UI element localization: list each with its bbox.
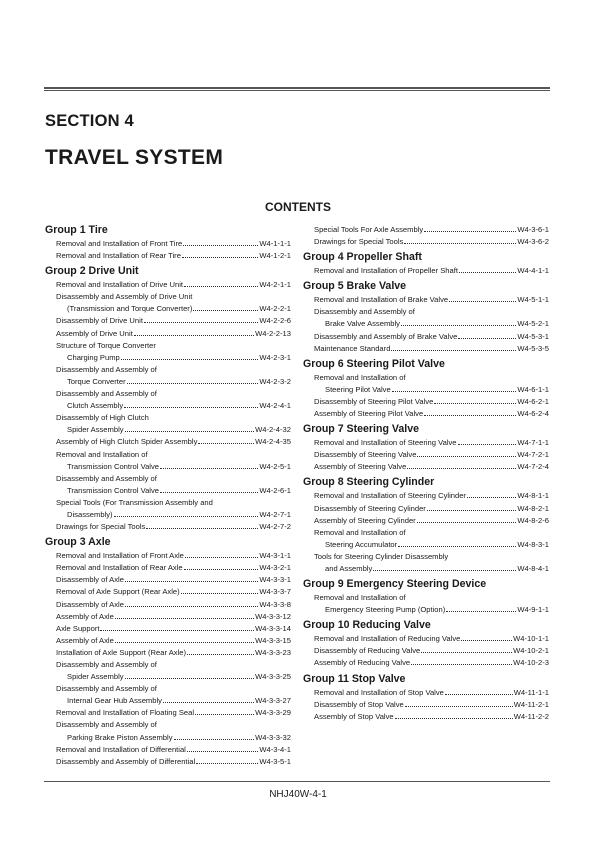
toc-entry[interactable] [45,485,291,497]
toc-entry-line: Disassembly of High Clutch [56,413,149,423]
toc-group-heading: Group 9 Emergency Steering Device [303,578,487,591]
toc-page-number: W4-7-2-1 [517,450,549,460]
toc-entry-title: Removal and Installation of Rear Tire [56,251,181,261]
toc-entry[interactable] [45,315,291,327]
toc-page-number: W4-2-3-1 [259,352,291,362]
dot-leader [434,403,516,404]
toc-entry[interactable] [303,645,549,657]
dot-leader [125,678,255,679]
header-rule [44,87,550,91]
toc-page-number: W4-2-2-13 [255,328,291,338]
toc-entry[interactable] [303,515,549,527]
toc-entry[interactable] [45,562,291,574]
toc-group-heading: Group 6 Steering Pilot Valve [303,357,445,370]
toc-page-number: W4-11-1-1 [513,687,549,697]
toc-page-number: W4-1-1-1 [259,239,291,248]
dot-leader [395,718,513,719]
toc-entry-title: Transmission Control Valve [67,485,159,495]
toc-page-number: W4-8-4-1 [517,563,549,573]
toc-entry-title: Installation of Axle Support (Rear Axle) [56,647,187,657]
toc-entry-title: Disassembly of Steering Cylinder [314,503,426,513]
toc-page-number: W4-3-5-1 [259,756,291,766]
toc-entry[interactable] [45,424,291,436]
toc-entry[interactable] [45,521,291,533]
dot-leader [100,630,254,631]
toc-page-number: W4-8-3-1 [517,539,549,549]
toc-page-number: W4-5-3-5 [517,343,549,353]
toc-entry[interactable] [45,400,291,412]
dot-leader [184,286,258,287]
toc-entry[interactable] [303,224,549,236]
toc-page-number: W4-8-1-1 [517,491,549,501]
dot-leader [427,510,517,511]
dot-leader [121,359,259,360]
toc-entry[interactable] [45,707,291,719]
toc-entry-title: Removal and Installation of Front Tire [56,239,183,248]
toc-entry[interactable] [303,396,549,408]
toc-page-number: W4-3-4-1 [259,744,291,754]
toc-page-number: W4-3-3-23 [255,647,291,657]
toc-entry[interactable] [45,238,291,250]
toc-entry-line: Structure of Torque Converter [56,340,156,350]
toc-page-number: W4-4-1-1 [517,266,549,276]
toc-entry[interactable] [45,635,291,647]
toc-entry[interactable] [303,265,549,277]
toc-entry-title: Removal and Installation of Steering Cylinder [314,491,466,501]
toc-page-number: W4-3-6-2 [517,237,549,247]
contents-heading: CONTENTS [265,200,331,214]
dot-leader [424,415,516,416]
toc-entry-title: Maintenance Standard [314,343,391,353]
toc-entry-line: Disassembly and Assembly of [56,684,157,694]
toc-entry-line: Disassembly and Assembly of [56,660,157,669]
toc-left-column [45,224,291,768]
dot-leader [196,763,258,764]
toc-entry-title: Removal and Installation of Drive Unit [56,280,184,290]
toc-group-heading: Group 8 Steering Cylinder [303,476,435,489]
toc-entry-title: Disassembly of Axle [56,599,124,609]
dot-leader [404,243,516,244]
toc-page-number: W4-2-6-1 [259,485,291,495]
toc-entry[interactable] [303,563,549,575]
dot-leader [174,739,255,740]
toc-page-number: W4-10-2-1 [513,646,549,656]
dot-leader [163,702,254,703]
toc-entry[interactable] [45,695,291,707]
toc-entry-title: Drawings for Special Tools [314,237,404,247]
toc-entry-line: Disassembly and Assembly of Drive Unit [56,292,193,302]
toc-entry-title: Disassembly and Assembly of Brake Valve [314,331,458,341]
toc-page-number: W4-10-2-3 [513,658,549,668]
toc-page-number: W4-5-2-1 [517,319,549,329]
toc-page-number: W4-9-1-1 [517,605,549,615]
toc-page-number: W4-2-4-1 [259,401,291,411]
toc-group-heading: Group 3 Axle [45,536,111,549]
dot-leader [424,231,516,232]
dot-leader [411,664,512,665]
toc-entry[interactable] [303,490,549,502]
toc-page-number: W4-6-2-4 [517,409,549,419]
toc-entry[interactable] [303,657,549,669]
toc-page-number: W4-3-1-1 [259,551,291,561]
toc-entry-title: Spider Assembly [67,425,124,435]
toc-page-number: W4-8-2-1 [517,503,549,513]
toc-page-number: W4-3-3-1 [259,575,291,585]
toc-entry-line: Disassembly and Assembly of [56,720,157,730]
dot-leader [146,528,258,529]
toc-entry[interactable] [45,611,291,623]
dot-leader [182,257,258,258]
toc-page-number: W4-2-1-1 [259,280,291,290]
toc-page-number: W4-3-3-32 [255,732,291,742]
toc-page-number: W4-2-2-1 [259,304,291,314]
dot-leader [114,516,259,517]
toc-entry-title: Internal Gear Hub Assembly [67,696,162,706]
toc-right-column [303,224,549,723]
toc-entry-title: Disassembly of Steering Valve [314,450,417,460]
toc-page-number: W4-6-1-1 [517,384,549,394]
dot-leader [160,468,258,469]
toc-page-number: W4-2-5-1 [259,461,291,471]
toc-entry-title: Disassembly of Drive Unit [56,316,143,326]
toc-entry[interactable] [303,408,549,420]
toc-entry-title: Assembly of Steering Cylinder [314,515,416,525]
dot-leader [459,272,516,273]
toc-entry-title: Special Tools For Axle Assembly [314,225,424,234]
dot-leader [461,640,512,641]
toc-entry-title: Assembly of Reducing Valve [314,658,411,668]
toc-entry-line: Removal and Installation of [314,593,406,603]
toc-group-heading: Group 4 Propeller Shaft [303,251,422,264]
toc-entry-line: Removal and Installation of [56,449,148,459]
toc-entry[interactable] [45,756,291,768]
toc-page-number: W4-3-3-15 [255,635,291,645]
toc-entry[interactable] [45,574,291,586]
toc-page-number: W4-2-4-32 [255,425,291,435]
toc-entry-title: Assembly of Axle [56,611,114,621]
toc-page-number: W4-5-3-1 [517,331,549,341]
toc-entry-title: Axle Support [56,623,100,633]
section-label: SECTION 4 [45,112,134,130]
page-title: TRAVEL SYSTEM [45,146,224,169]
toc-entry[interactable] [303,343,549,355]
toc-entry[interactable] [45,586,291,598]
dot-leader [125,431,255,432]
toc-entry-title: Assembly of High Clutch Spider Assembly [56,437,198,447]
dot-leader [115,642,254,643]
dot-leader [125,606,258,607]
toc-entry-title: Removal and Installation of Stop Valve [314,687,444,697]
toc-entry[interactable] [45,671,291,683]
toc-entry-title: Removal and Installation of Steering Valve [314,438,457,448]
toc-entry-title: Assembly of Stop Valve [314,711,394,721]
toc-page-number: W4-2-4-35 [255,437,291,447]
dot-leader [467,497,516,498]
toc-page-number: W4-3-2-1 [259,563,291,573]
toc-entry[interactable] [303,461,549,473]
toc-page-number: W4-3-3-8 [259,599,291,609]
dot-leader [193,310,258,311]
toc-entry-line: Disassembly and Assembly of [56,389,157,399]
toc-entry-line: Special Tools (For Transmission Assembly and [56,497,213,507]
toc-entry-title: Removal and Installation of Brake Valve [314,295,449,305]
toc-entry-title: Clutch Assembly [67,401,124,411]
dot-leader [124,407,258,408]
toc-entry-title: Disassembly) [67,509,113,519]
toc-entry[interactable] [45,376,291,388]
toc-group-heading: Group 5 Brake Valve [303,280,407,293]
toc-entry[interactable] [45,647,291,659]
toc-page-number: W4-6-2-1 [517,396,549,406]
page-number: NHJ40W-4-1 [269,789,327,800]
toc-entry-title: Spider Assembly [67,672,124,682]
dot-leader [373,570,516,571]
toc-entry[interactable] [45,509,291,521]
toc-page-number: W4-1-2-1 [259,251,291,261]
toc-page-number: W4-3-3-14 [255,623,291,633]
toc-entry[interactable] [303,318,549,330]
toc-entry[interactable] [45,436,291,448]
toc-entry[interactable] [303,236,549,248]
dot-leader [187,654,254,655]
dot-leader [421,652,512,653]
toc-entry-title: Removal and Installation of Rear Axle [56,563,183,573]
toc-page-number: W4-3-3-12 [255,611,291,621]
toc-entry[interactable] [45,461,291,473]
toc-page-number: W4-5-1-1 [517,295,549,305]
dot-leader [398,546,516,547]
toc-entry-title: and Assembly [325,563,373,573]
toc-group-heading: Group 7 Steering Valve [303,423,419,436]
toc-page-number: W4-2-3-2 [259,376,291,386]
toc-entry-title: Disassembly of Reducing Valve [314,646,421,656]
toc-entry-title: Charging Pump [67,352,120,362]
toc-entry-title: Steering Accumulator [325,539,398,549]
dot-leader [127,383,259,384]
toc-entry-title: Transmission Control Valve [67,461,159,471]
toc-entry-title: Assembly of Axle [56,635,114,645]
toc-page-number: W4-3-6-1 [517,225,549,234]
dot-leader [417,456,516,457]
toc-entry[interactable] [303,294,549,306]
toc-group-heading: Group 10 Reducing Valve [303,619,431,632]
dot-leader [144,322,258,323]
dot-leader [187,751,258,752]
toc-entry-title: Parking Brake Piston Assembly [67,732,173,742]
toc-entry[interactable] [303,503,549,515]
toc-entry-title: Disassembly of Axle [56,575,124,585]
toc-entry-line: Disassembly and Assembly of [56,364,157,374]
toc-page-number: W4-7-2-4 [517,462,549,472]
dot-leader [185,557,258,558]
toc-entry[interactable] [45,623,291,635]
toc-entry-title: Torque Converter [67,376,126,386]
toc-entry-title: Assembly of Steering Pilot Valve [314,409,424,419]
toc-entry[interactable] [303,539,549,551]
toc-entry[interactable] [303,711,549,723]
toc-entry-title: Disassembly of Steering Pilot Valve [314,396,434,406]
toc-entry-title: Disassembly and Assembly of Differential [56,756,196,766]
dot-leader [134,335,254,336]
toc-group-heading: Group 2 Drive Unit [45,265,139,278]
toc-entry-title: Steering Pilot Valve [325,384,391,394]
dot-leader [417,522,517,523]
toc-entry[interactable] [45,744,291,756]
toc-entry[interactable] [303,699,549,711]
toc-entry[interactable] [303,449,549,461]
toc-entry-line: Tools for Steering Cylinder Disassembly [314,551,449,561]
toc-entry[interactable] [303,331,549,343]
footer-rule [44,781,550,782]
toc-page-number: W4-7-1-1 [517,438,549,448]
toc-entry-title: Brake Valve Assembly [325,319,400,329]
toc-page-number: W4-2-2-6 [259,316,291,326]
dot-leader [198,443,254,444]
toc-entry[interactable] [45,328,291,340]
toc-entry[interactable] [303,384,549,396]
dot-leader [407,468,516,469]
toc-entry-title: Removal and Installation of Reducing Valve [314,634,461,644]
toc-group-heading: Group 1 Tire [45,224,108,236]
toc-entry-title: Removal and Installation of Propeller Shaft [314,266,458,276]
toc-group-heading: Group 11 Stop Valve [303,672,406,685]
dot-leader [195,714,254,715]
toc-page-number: W4-3-3-25 [255,672,291,682]
toc-entry-title: Emergency Steering Pump (Option) [325,605,446,615]
toc-page-number: W4-10-1-1 [513,634,549,644]
toc-entry[interactable] [303,687,549,699]
toc-entry-title: Removal and Installation of Floating Seal [56,708,195,718]
dot-leader [392,391,517,392]
toc-entry[interactable] [303,604,549,616]
toc-entry[interactable] [45,250,291,262]
toc-entry-line: Disassembly and Assembly of [314,307,415,317]
dot-leader [458,338,516,339]
toc-entry[interactable] [45,279,291,291]
toc-page-number: W4-2-7-1 [259,509,291,519]
dot-leader [181,593,259,594]
toc-page-number: W4-11-2-1 [513,699,549,709]
toc-entry[interactable] [303,633,549,645]
dot-leader [184,569,259,570]
dot-leader [160,492,258,493]
dot-leader [183,245,258,246]
toc-entry-title: Assembly of Steering Valve [314,462,407,472]
toc-entry-line: Removal and Installation of [314,527,406,537]
dot-leader [458,444,517,445]
toc-entry[interactable] [45,599,291,611]
toc-entry[interactable] [45,732,291,744]
toc-entry-line: Removal and Installation of [314,372,406,382]
toc-entry-line: Disassembly and Assembly of [56,473,157,483]
dot-leader [115,618,254,619]
toc-entry-title: (Transmission and Torque Converter) [67,304,193,314]
dot-leader [391,350,516,351]
toc-entry-title: Drawings for Special Tools [56,522,146,532]
dot-leader [125,581,258,582]
toc-page-number: W4-3-3-7 [259,587,291,597]
toc-entry[interactable] [45,550,291,562]
dot-leader [446,611,516,612]
toc-entry-title: Removal and Installation of Differential [56,744,186,754]
toc-entry-title: Removal and Installation of Front Axle [56,551,184,561]
toc-entry-title: Assembly of Drive Unit [56,328,133,338]
toc-page-number: W4-3-3-27 [255,696,291,706]
toc-page-number: W4-3-3-29 [255,708,291,718]
toc-entry-title: Disassembly of Stop Valve [314,699,404,709]
toc-page-number: W4-2-7-2 [259,522,291,532]
toc-entry-title: Removal of Axle Support (Rear Axle) [56,587,180,597]
dot-leader [401,325,516,326]
toc-page-number: W4-8-2-6 [517,515,549,525]
toc-entry[interactable] [45,303,291,315]
toc-page-number: W4-11-2-2 [513,711,549,721]
dot-leader [405,706,513,707]
toc-entry[interactable] [303,437,549,449]
dot-leader [445,694,513,695]
toc-entry[interactable] [45,352,291,364]
dot-leader [449,301,516,302]
